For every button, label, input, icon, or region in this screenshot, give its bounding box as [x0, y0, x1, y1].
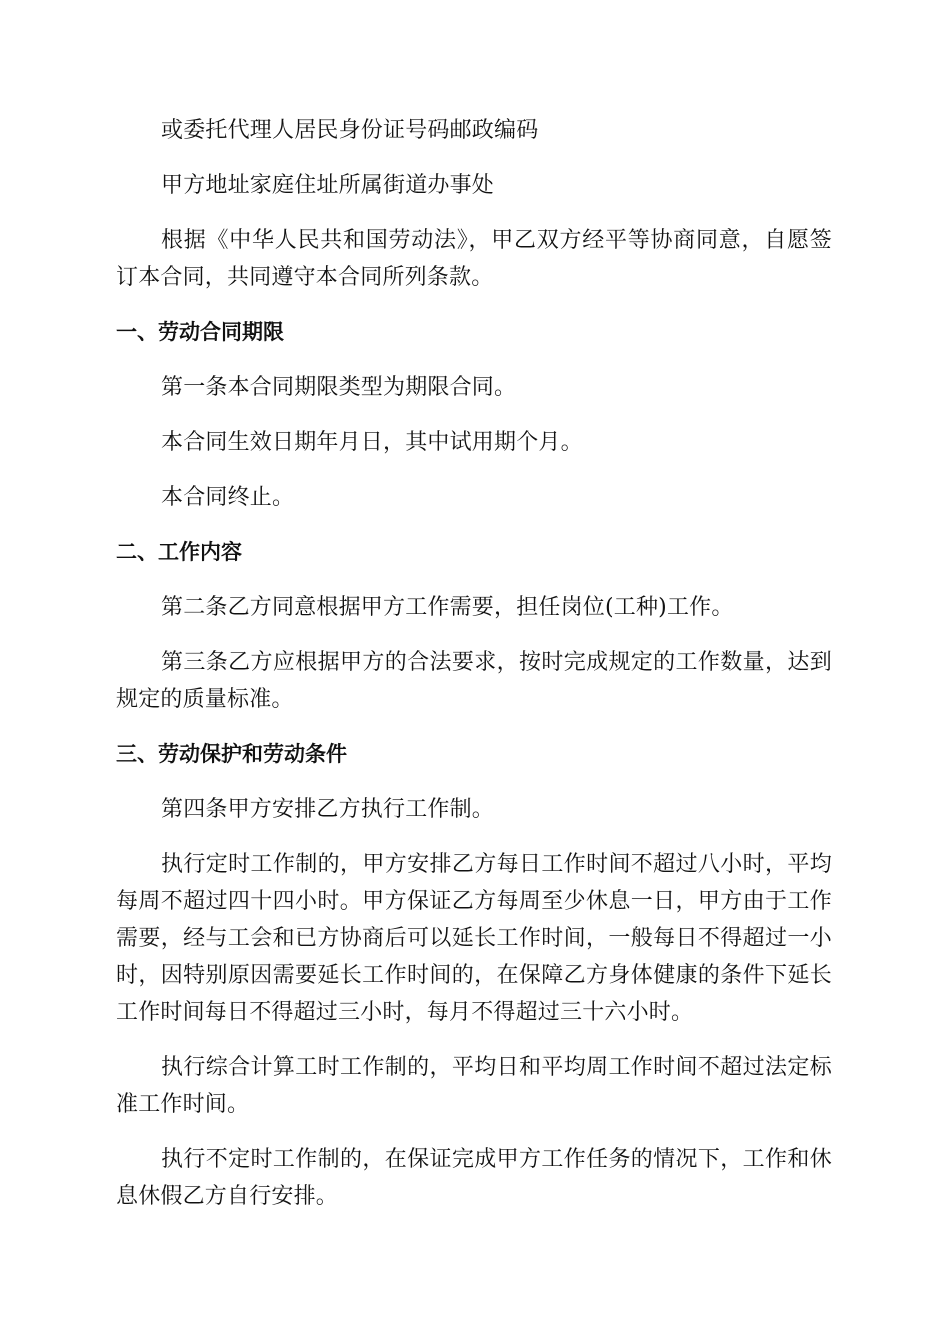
paragraph-termination: 本合同终止。: [161, 485, 295, 510]
paragraph-article-2: 第二条乙方同意根据甲方工作需要，担任岗位(工种)工作。: [161, 595, 734, 620]
document-body: [116, 112, 832, 1233]
paragraph-article-3: 第三条乙方应根据甲方的合法要求，按时完成规定的工作数量，达到规定的质量标准。: [116, 650, 832, 712]
paragraph-comprehensive-hours: 执行综合计算工时工作制的，平均日和平均周工作时间不超过法定标准工作时间。: [116, 1055, 832, 1117]
section-heading-contract-term: 一、劳动合同期限: [116, 320, 284, 344]
paragraph-flexible-hours: 执行不定时工作制的，在保证完成甲方工作任务的情况下，工作和休息休假乙方自行安排。: [116, 1147, 832, 1209]
paragraph-article-1: 第一条本合同期限类型为期限合同。: [161, 375, 517, 400]
paragraph-party-a-address: 甲方地址家庭住址所属街道办事处: [161, 173, 495, 198]
paragraph-agent-id: 或委托代理人居民身份证号码邮政编码: [161, 118, 539, 143]
paragraph-effective-date: 本合同生效日期年月日，其中试用期个月。: [161, 430, 583, 455]
paragraph-article-4: 第四条甲方安排乙方执行工作制。: [161, 797, 495, 822]
paragraph-preamble: 根据《中华人民共和国劳动法》，甲乙双方经平等协商同意，自愿签订本合同，共同遵守本合同所列条款。: [116, 228, 832, 290]
section-heading-work-content: 二、工作内容: [116, 540, 242, 564]
section-heading-labor-protection: 三、劳动保护和劳动条件: [116, 742, 347, 766]
paragraph-standard-hours: 执行定时工作制的，甲方安排乙方每日工作时间不超过八小时，平均每周不超过四十四小时。甲方保证乙方每周至少休息一日，甲方由于工作需要，经与工会和已方协商后可以延长工作时间，一般每日不得超过一小时，因特别原因需要延长工作时间的，在保障乙方身体健康的条件下延长工作时间每日不得超过三小时，每月不得超过三十六小时。: [116, 852, 832, 1025]
